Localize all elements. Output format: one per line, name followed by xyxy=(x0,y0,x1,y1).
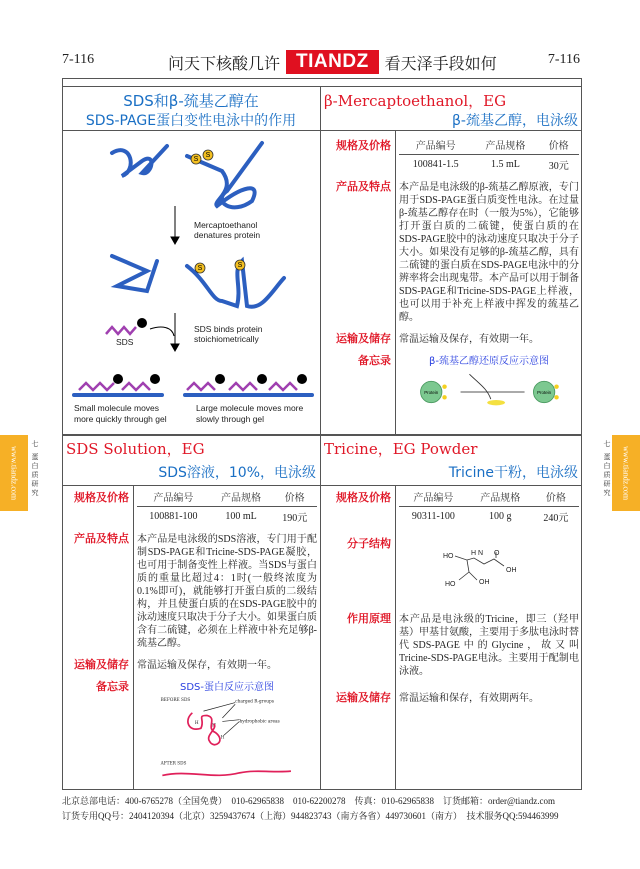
protein-label: Protein xyxy=(537,389,552,395)
small-molecule-label: Small molecule moves xyxy=(74,403,160,413)
step1-label: denatures protein xyxy=(194,230,261,240)
sds-feature-label: 产品及特点 xyxy=(74,533,129,545)
tricine-storage-text: 常温运输和保存，有效期两年。 xyxy=(399,693,539,704)
bme-spec-table: 产品编号 产品规格 价格 100841-1.5 1.5 mL 30元 xyxy=(399,137,579,172)
illustration-title-2: SDS-PAGE蛋白变性电泳中的作用 xyxy=(85,113,297,129)
illustration-title-1: SDS和β-巯基乙醇在 xyxy=(123,92,259,110)
reduction-diagram xyxy=(399,368,579,408)
sds-spec-label: 规格及价格 xyxy=(74,492,129,504)
page-number-left: 7-116 xyxy=(62,52,95,67)
sulfur-label: S xyxy=(205,152,211,159)
charged-label: charged R-groups xyxy=(235,699,274,705)
svg-text:O: O xyxy=(494,550,500,557)
bme-storage-label: 运输及储存 xyxy=(336,333,391,345)
bme-subtitle: β-巯基乙醇，电泳级 xyxy=(452,113,578,129)
footer-contact: 北京总部电话：400-6765278（全国免费） 010-62965838 010-62200278 传真：010-62965838 订货邮箱：order@tiandz.com xyxy=(62,796,556,806)
after-sds-label: AFTER SDS xyxy=(160,761,187,767)
svg-text:H: H xyxy=(194,721,199,726)
side-tab-chapter-right: 七 蛋白质研究 xyxy=(603,440,611,498)
protein-chain xyxy=(187,143,262,207)
large-molecule-label: Large molecule moves more xyxy=(196,403,304,413)
divider xyxy=(320,86,321,790)
svg-text:H: H xyxy=(220,735,225,741)
bme-memo-caption: β-巯基乙醇还原反应示意图 xyxy=(429,356,549,367)
bme-memo-label: 备忘录 xyxy=(358,355,391,367)
tricine-spec-label: 规格及价格 xyxy=(336,492,391,504)
sds-subtitle: SDS溶液，10%，电泳级 xyxy=(158,465,316,481)
bme-spec-label: 规格及价格 xyxy=(336,140,391,152)
sds-molecule xyxy=(187,383,297,390)
sds-memo-caption: SDS-蛋白反应示意图 xyxy=(179,682,274,693)
bme-feature-text: 本产品是电泳级的β-巯基乙醇原液，专门用于SDS-PAGE蛋白质变性电泳。在过量β-巯基乙醇存在时（一般为5%），它能够打开蛋白质的二硫键，使蛋白质的在SDS-PAGE胶中的泳动速度只取决于分子大小。如果没有足够的β-巯基乙醇，具有二硫键的蛋白质在SDS-PAGE电泳中的分辨率将会出现鬼带。本产品可以用于制备SDS-PAGE和Tricine-SDS-PAGE上样液，也可以用于补充上样液中挥发的巯基乙醇。 xyxy=(399,182,579,323)
sds-protein-diagram xyxy=(137,694,312,784)
sulfur-label: S xyxy=(193,156,199,163)
step2-label: SDS binds protein xyxy=(194,324,263,334)
page-number-right: 7-116 xyxy=(547,52,580,67)
table-row: 90311-100 100 g 240元 xyxy=(411,511,569,524)
tricine-title: Tricine，EG Powder xyxy=(324,440,478,458)
sulfur-label: S xyxy=(197,265,203,272)
page-header xyxy=(168,50,497,74)
sds-feature-text: 本产品是电泳级的SDS溶液，专门用于配制SDS-PAGE和Tricine-SDS-PAGE凝胶，也可用于制备变性上样液。当SDS与蛋白质的重量比超过4：1时(一般终浓度为0.1%即可)，就能够打开蛋白质的二级结构，并且使蛋白质的在SDS-PAGE胶中的泳动速度只取决于分子大小。如果蛋白质含有二硫键，必须在上样液中补充足够β-巯基乙醇。 xyxy=(137,534,317,649)
divider xyxy=(62,485,582,486)
tricine-principle-label: 作用原理 xyxy=(347,613,391,625)
sds-title: SDS Solution，EG xyxy=(66,440,205,458)
sds-molecule xyxy=(106,327,136,334)
sds-spec-table: 产品编号 产品规格 价格 100881-100 100 mL 190元 xyxy=(137,489,317,524)
sds-mercaptoethanol-diagram xyxy=(62,131,320,433)
step1-label: Mercaptoethanol xyxy=(194,220,258,230)
svg-text:HO: HO xyxy=(443,553,454,560)
charge-bead xyxy=(137,318,147,328)
tricine-structure xyxy=(439,544,529,594)
sds-label: SDS xyxy=(116,337,134,347)
sds-memo-label: 备忘录 xyxy=(96,681,129,693)
brand-logo: TIANDZ xyxy=(286,50,379,74)
side-tab-url-left: www.tiandz.com xyxy=(0,435,28,511)
protein-chain xyxy=(112,146,167,176)
before-sds-label: BEFORE SDS xyxy=(160,697,191,703)
small-molecule-label: more quickly through gel xyxy=(74,414,167,424)
sds-storage-label: 运输及储存 xyxy=(74,659,129,671)
step2-label: stoichiometrically xyxy=(194,334,259,344)
tricine-subtitle: Tricine干粉，电泳级 xyxy=(448,465,578,481)
svg-text:HO: HO xyxy=(445,581,456,588)
table-row: 100841-1.5 1.5 mL 30元 xyxy=(412,159,569,172)
slogan-right: 看天泽手段如何 xyxy=(384,53,497,73)
table-row: 100881-100 100 mL 190元 xyxy=(149,511,308,524)
sds-storage-text: 常温运输及保存，有效期一年。 xyxy=(137,660,277,671)
divider xyxy=(62,86,582,87)
bme-feature-label: 产品及特点 xyxy=(336,181,391,193)
tricine-structure-label: 分子结构 xyxy=(347,538,391,550)
bme-section xyxy=(325,137,579,413)
slogan-left: 问天下核酸几许 xyxy=(168,53,281,73)
bme-title: β-Mercaptoethanol，EG xyxy=(324,92,507,110)
bme-storage-text: 常温运输及保存，有效期一年。 xyxy=(399,334,539,345)
sds-section xyxy=(63,489,317,789)
large-molecule-label: slowly through gel xyxy=(196,414,265,424)
side-tab-url-right: www.tiandz.com xyxy=(612,435,640,511)
tricine-spec-table: 产品编号 产品规格 价格 90311-100 100 g 240元 xyxy=(399,489,579,524)
sulfur-label: S xyxy=(237,262,243,269)
tricine-principle-text: 本产品是电泳级的Tricine，即三（羟甲基）甲基甘氨酸，主要用于多肽电泳时替代SDS-PAGE中的Glycine，故又叫Tricine-SDS-PAGE电泳。主要用于配制电泳液。 xyxy=(399,614,579,677)
hydrophobic-label: hydrophobic areas xyxy=(239,719,280,725)
side-tab-chapter-left: 七 蛋白质研究 xyxy=(31,440,39,498)
footer-qq: 订货专用QQ号：2404120394（北京）3259437674（上海）944823743（南方各省）449730601（南方） 技术服务QQ:594463999 xyxy=(62,811,559,821)
tricine-section xyxy=(325,489,579,705)
svg-text:OH: OH xyxy=(479,579,490,586)
protein-label: Protein xyxy=(424,389,439,395)
svg-text:H: H xyxy=(212,723,216,729)
sds-molecule xyxy=(79,383,150,390)
divider xyxy=(62,434,582,436)
svg-text:H N: H N xyxy=(471,550,484,557)
tricine-storage-label: 运输及储存 xyxy=(336,692,391,704)
svg-text:OH: OH xyxy=(506,567,517,574)
protein-chain xyxy=(112,256,157,291)
